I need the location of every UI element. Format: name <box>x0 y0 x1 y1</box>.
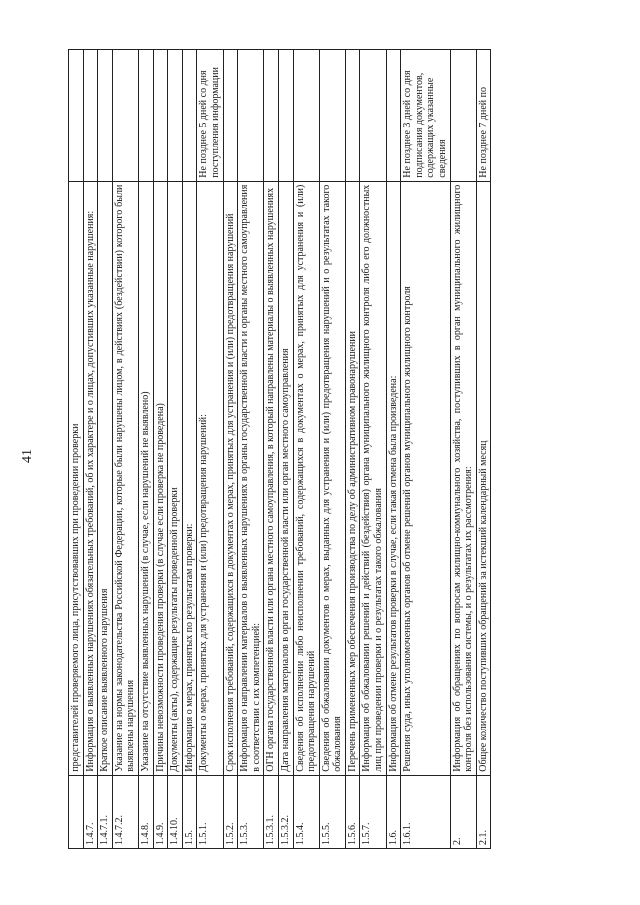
table-row <box>278 50 293 849</box>
table-row <box>319 50 345 849</box>
row-number-cell: 1.5.7. <box>360 775 386 848</box>
term-cell <box>278 50 293 182</box>
row-number-cell: 1.4.7.2. <box>112 775 138 848</box>
row-number-cell: 2.1. <box>476 775 491 848</box>
description-cell: Указание на нормы законодательства Российской Федерации, которые были нарушены лицом, в действиях (бездействии) которого были выявлены нарушения <box>112 181 138 775</box>
row-number-cell: 1.5.3.1. <box>264 775 279 848</box>
description-cell: Причины невозможности проведения проверки (в случае если проверка не проведена) <box>153 181 168 775</box>
term-cell: Не позднее 5 дней со дня поступления информации <box>197 50 223 182</box>
term-cell <box>264 50 279 182</box>
description-cell: Краткое описание выявленного нарушения <box>98 181 113 775</box>
requirements-table <box>68 49 491 849</box>
row-number-cell: 1.5.5. <box>319 775 345 848</box>
term-cell <box>168 50 183 182</box>
description-cell: Информация об обжаловании решений и действий (бездействия) органа муниципального жилищного контроля либо его должностных лиц при проведении проверки и о результатах такого обжалования <box>360 181 386 775</box>
table-row <box>112 50 138 849</box>
table-row <box>98 50 113 849</box>
description-cell: Информация об обращениях по вопросам жилищно-коммунального хозяйства, поступивших в орган муниципального жилищного контроля без использования системы, и о результатах их рассмотрения: <box>450 181 476 775</box>
term-cell <box>386 50 401 182</box>
table-row <box>476 50 491 849</box>
row-number-cell: 1.6. <box>386 775 401 848</box>
table-row <box>264 50 279 849</box>
term-cell <box>112 50 138 182</box>
term-cell <box>69 50 84 182</box>
table-row <box>386 50 401 849</box>
table-row <box>450 50 476 849</box>
table-row <box>153 50 168 849</box>
description-cell: Решения суда, иных уполномоченных органов об отмене решений органов муниципального жилищного контроля <box>401 181 450 775</box>
term-cell <box>450 50 476 182</box>
term-cell <box>319 50 345 182</box>
rotated-table-area <box>68 49 598 849</box>
table-row <box>401 50 450 849</box>
term-cell <box>98 50 113 182</box>
description-cell: Сведения об обжаловании документов о мерах, выданных для устранения и (или) предотвращения нарушений и о результатах такого обжалования <box>319 181 345 775</box>
table-row <box>197 50 223 849</box>
description-cell: Срок исполнения требований, содержащихся в документах о мерах, принятых для устранения и (или) предотвращения нарушений <box>223 181 238 775</box>
row-number-cell <box>69 775 84 848</box>
term-cell <box>223 50 238 182</box>
table-row <box>83 50 98 849</box>
term-cell <box>238 50 264 182</box>
description-cell: Информация об отмене результатов проверки в случае, если такая отмена была произведена: <box>386 181 401 775</box>
term-cell <box>138 50 153 182</box>
term-cell <box>83 50 98 182</box>
table-row <box>168 50 183 849</box>
row-number-cell: 1.5.2. <box>223 775 238 848</box>
row-number-cell: 1.5.3. <box>238 775 264 848</box>
table-row <box>182 50 197 849</box>
row-number-cell: 2. <box>450 775 476 848</box>
row-number-cell: 1.4.9. <box>153 775 168 848</box>
description-cell: Общее количество поступивших обращений за истекший календарный месяц <box>476 181 491 775</box>
row-number-cell: 1.6.1. <box>401 775 450 848</box>
description-cell: Информация о мерах, принятых по результатам проверки: <box>182 181 197 775</box>
description-cell: Информация о выявленных нарушениях обязательных требований, об их характере и о лицах, допустивших указанные нарушения: <box>83 181 98 775</box>
row-number-cell: 1.5.3.2. <box>278 775 293 848</box>
description-cell: Документы о мерах, принятых для устранения и (или) предотвращения нарушений: <box>197 181 223 775</box>
term-cell: Не позднее 7 дней по <box>476 50 491 182</box>
description-cell: Сведения об исполнении либо неисполнении требований, содержащихся в документах о мерах, принятых для устранения и (или) предотвращения нарушений <box>293 181 319 775</box>
description-cell: Указание на отсутствие выявленных нарушений (в случае, если нарушений не выявлено) <box>138 181 153 775</box>
row-number-cell: 1.4.10. <box>168 775 183 848</box>
row-number-cell: 1.5.4. <box>293 775 319 848</box>
table-row <box>360 50 386 849</box>
page-number: 41 <box>20 449 35 463</box>
description-cell: Дата направления материалов в орган государственной власти или орган местного самоуправления <box>278 181 293 775</box>
row-number-cell: 1.4.7.1. <box>98 775 113 848</box>
description-cell: ОГН органа государственной власти или органа местного самоуправления, в который направлены материалы о выявленных нарушениях <box>264 181 279 775</box>
table-body <box>69 50 491 849</box>
term-cell <box>182 50 197 182</box>
table-row <box>223 50 238 849</box>
term-cell: Не позднее 3 дней со дня подписания документов, содержащих указанные сведения <box>401 50 450 182</box>
row-number-cell: 1.4.7. <box>83 775 98 848</box>
table-row <box>138 50 153 849</box>
term-cell <box>153 50 168 182</box>
table-row <box>293 50 319 849</box>
row-number-cell: 1.4.8. <box>138 775 153 848</box>
row-number-cell: 1.5.1. <box>197 775 223 848</box>
row-number-cell: 1.5.6. <box>345 775 360 848</box>
description-cell: Документы (акты), содержащие результаты проведенной проверки <box>168 181 183 775</box>
table-row <box>69 50 84 849</box>
description-cell: Перечень примененных мер обеспечения производства по делу об административном правонарушении <box>345 181 360 775</box>
term-cell <box>360 50 386 182</box>
term-cell <box>293 50 319 182</box>
term-cell <box>345 50 360 182</box>
description-cell: Информация о направлении материалов о выявленных нарушениях в органы государственной власти и органы местного самоуправления в соответствии с их компетенцией: <box>238 181 264 775</box>
row-number-cell: 1.5. <box>182 775 197 848</box>
table-row <box>345 50 360 849</box>
description-cell: представителей проверяемого лица, присутствовавших при проведении проверки <box>69 181 84 775</box>
table-row <box>238 50 264 849</box>
